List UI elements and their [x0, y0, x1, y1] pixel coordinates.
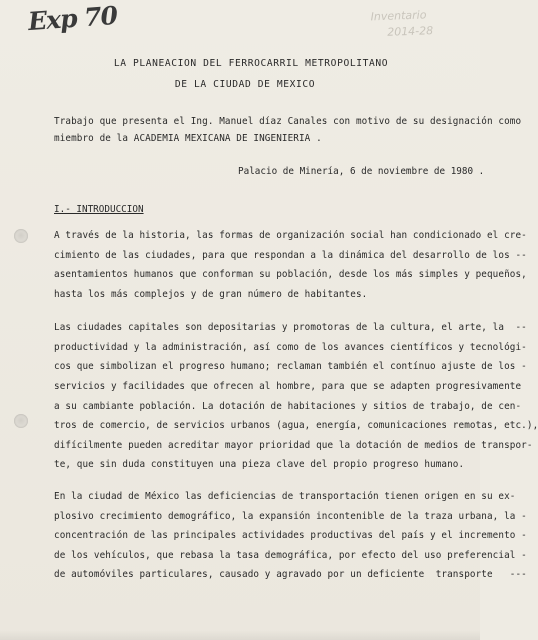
paragraph-2-line: tros de comercio, de servicios urbanos (agua, energía, comunicaciones remotas, etc.), [54, 420, 538, 431]
intro-line2: miembro de la ACADEMIA MEXICANA DE INGENIERIA . [54, 133, 322, 144]
paragraph-1-line: asentamientos humanos que conforman su población, desde los más simples y pequeños, [54, 269, 527, 280]
handwritten-reference: Exp 70 [27, 0, 118, 37]
paragraph-2-line: Las ciudades capitales son depositarias y promotoras de la cultura, el arte, la -- [54, 322, 527, 333]
paragraph-3-line: de los vehículos, que rebasa la tasa demográfica, por efecto del uso preferencial - [54, 550, 527, 561]
paragraph-3-line: concentración de las principales actividades productivas del país y el incremento - [54, 530, 527, 541]
intro-line1: Trabajo que presenta el Ing. Manuel díaz Canales con motivo de su designación como [54, 116, 522, 127]
paragraph-2-line: productividad y la administración, así como de los avances científicos y tecnológi- [54, 342, 527, 353]
paragraph-3-line: En la ciudad de México las deficiencias de transportación tienen origen en su ex- [54, 491, 516, 502]
paragraph-2-line: te, que sin duda constituyen una pieza clave del propio progreso humano. [54, 459, 465, 470]
faint-stamp-line2: 2014-28 [386, 24, 434, 39]
page-edge-shadow [0, 630, 480, 640]
faint-stamp [364, 6, 453, 45]
paragraph-2-line: difícilmente pueden acreditar mayor prioridad que la dotación de medios de transpor- [54, 440, 533, 451]
paragraph-2-line: a su cambiante población. La dotación de habitaciones y sitios de trabajo, de cen- [54, 401, 522, 412]
section-heading: I.- INTRODUCCION [54, 204, 144, 215]
paragraph-2-line: servicios y facilidades que ofrecen al hombre, para que se adapten progresivamente [54, 381, 522, 392]
paragraph-3-line: de automóviles particulares, causado y agravado por un deficiente transporte --- [54, 569, 527, 580]
punch-hole [14, 229, 28, 243]
faint-stamp-line1: Inventario [370, 8, 427, 24]
punch-hole [14, 414, 28, 428]
document-title-line2: DE LA CIUDAD DE MEXICO [174, 79, 316, 90]
place-date: Palacio de Minería, 6 de noviembre de 1980 . [238, 166, 485, 177]
paragraph-3-line: plosivo crecimiento demográfico, la expansión incontenible de la traza urbana, la - [54, 511, 527, 522]
paragraph-1-line: A través de la historia, las formas de organización social han condicionado el cre- [54, 230, 527, 241]
paragraph-2-line: cos que simbolizan el progreso humano; reclaman también el contínuo ajuste de los - [54, 361, 527, 372]
paragraph-1-line: hasta los más complejos y de gran número de habitantes. [54, 289, 368, 300]
paragraph-1-line: cimiento de las ciudades, para que respondan a la dinámica del desarrollo de los -- [54, 250, 527, 261]
document-title-line1: LA PLANEACION DEL FERROCARRIL METROPOLITANO [113, 58, 389, 69]
